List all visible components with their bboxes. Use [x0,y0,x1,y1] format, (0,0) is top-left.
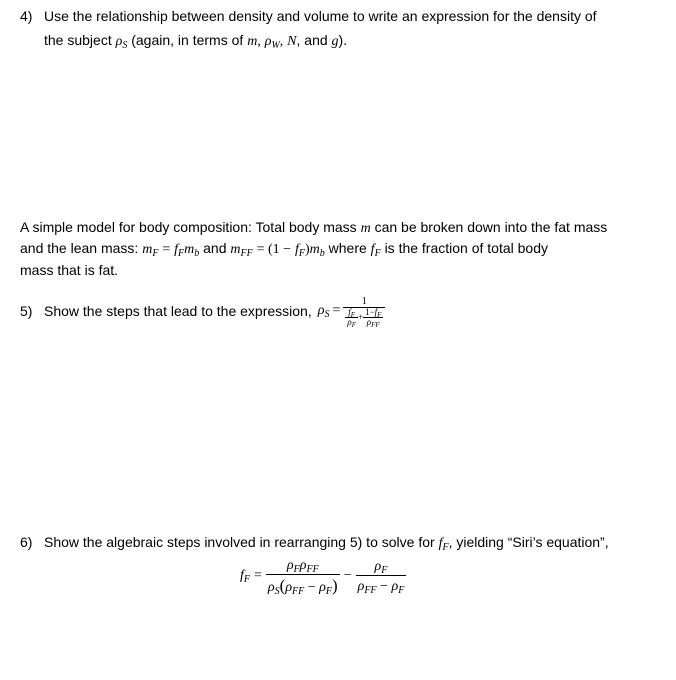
q4-text-segment: ). [338,32,348,48]
comma: , [279,34,284,49]
fraction-numerator: $\rho_F$ [374,558,388,576]
question-4-line-2 [44,32,347,50]
question-5 [20,288,385,334]
fraction-numerator: $\rho_F\rho_{FF}$ [286,557,319,575]
m-symbol: m [360,221,371,236]
model-paragraph-line-3 [20,262,118,278]
f-f-symbol: $f_F$ [294,242,305,259]
f-f-symbol: $f_F$ [240,568,250,585]
rho-s-symbol: $\rho_S$ [317,303,330,320]
equals-sign: = (1 − [256,242,292,257]
question-6-number: 6) [20,534,33,550]
m-b-symbol: $m_b$ [184,242,200,259]
fraction-numerator: 1 [361,295,367,307]
minus-sign: − [343,568,352,583]
siri-fraction-1 [266,557,340,596]
question-6-line-1 [20,534,609,552]
equals-sign: = [254,568,262,583]
m-b-symbol: $m_b$ [309,242,325,259]
question-4-number: 4) [20,8,33,24]
question-6-text: Show the algebraic steps involved in rearranging 5) to solve for [44,534,435,550]
model-text-segment: A simple model for body composition: Total body mass [20,219,357,235]
q4-text-segment: (again, in terms of [131,32,244,48]
fraction-denominator: $\rho_{FF} - \rho_F$ [356,575,407,595]
fraction-denominator: $\rho_S(\rho_{FF} - \rho_F)$ [267,575,338,597]
q4-text-segment: , and [296,32,328,48]
comma: , [257,34,261,49]
f-over-rho-f: $\frac{f_F}{\rho_F}$ [347,306,356,329]
model-text-segment: and the lean mass: [20,240,139,256]
siri-equation [240,556,406,596]
m-f-symbol: $m_F$ [142,242,159,259]
question-5-number: 5) [20,303,33,319]
n-symbol: N [287,34,297,49]
m-symbol: m [247,34,258,49]
close-paren: ) [304,242,310,257]
question-4-text: Use the relationship between density and volume to write an expression for the density of [44,8,597,24]
equals-sign: = [332,303,341,318]
question-4-line-1 [20,8,597,24]
question-5-text: Show the steps that lead to the expression, [44,303,312,319]
model-text-segment: where [328,240,367,256]
one-minus-f-over-rho-ff: $\frac{1-f_F}{\rho_{FF}}$ [365,306,382,329]
m-ff-symbol: $m_{FF}$ [230,242,253,259]
model-text-segment: mass that is fat. [20,262,119,278]
f-f-symbol: $f_F$ [438,536,449,553]
q4-text-segment: the subject [44,32,112,48]
f-f-symbol: $f_F$ [174,242,185,259]
plus-sign: + [357,311,364,322]
f-f-symbol: $f_F$ [370,242,381,259]
rho-s-symbol: $\rho_S$ [115,34,128,51]
equals-sign: = [162,242,171,257]
model-text-segment: and [203,240,227,256]
model-text-segment: is the fraction of total body [384,240,548,256]
rho-w-symbol: $\rho_W$ [264,34,280,51]
model-paragraph-line-1 [20,219,607,237]
density-fraction [343,296,385,327]
model-text-segment: can be broken down into the fat mass [374,219,608,235]
model-paragraph-line-2 [20,240,548,258]
question-6-text: , yielding “Siri’s equation”, [448,534,609,550]
fraction-denominator [343,307,385,327]
siri-fraction-2 [356,558,407,595]
g-symbol: g [331,34,339,49]
